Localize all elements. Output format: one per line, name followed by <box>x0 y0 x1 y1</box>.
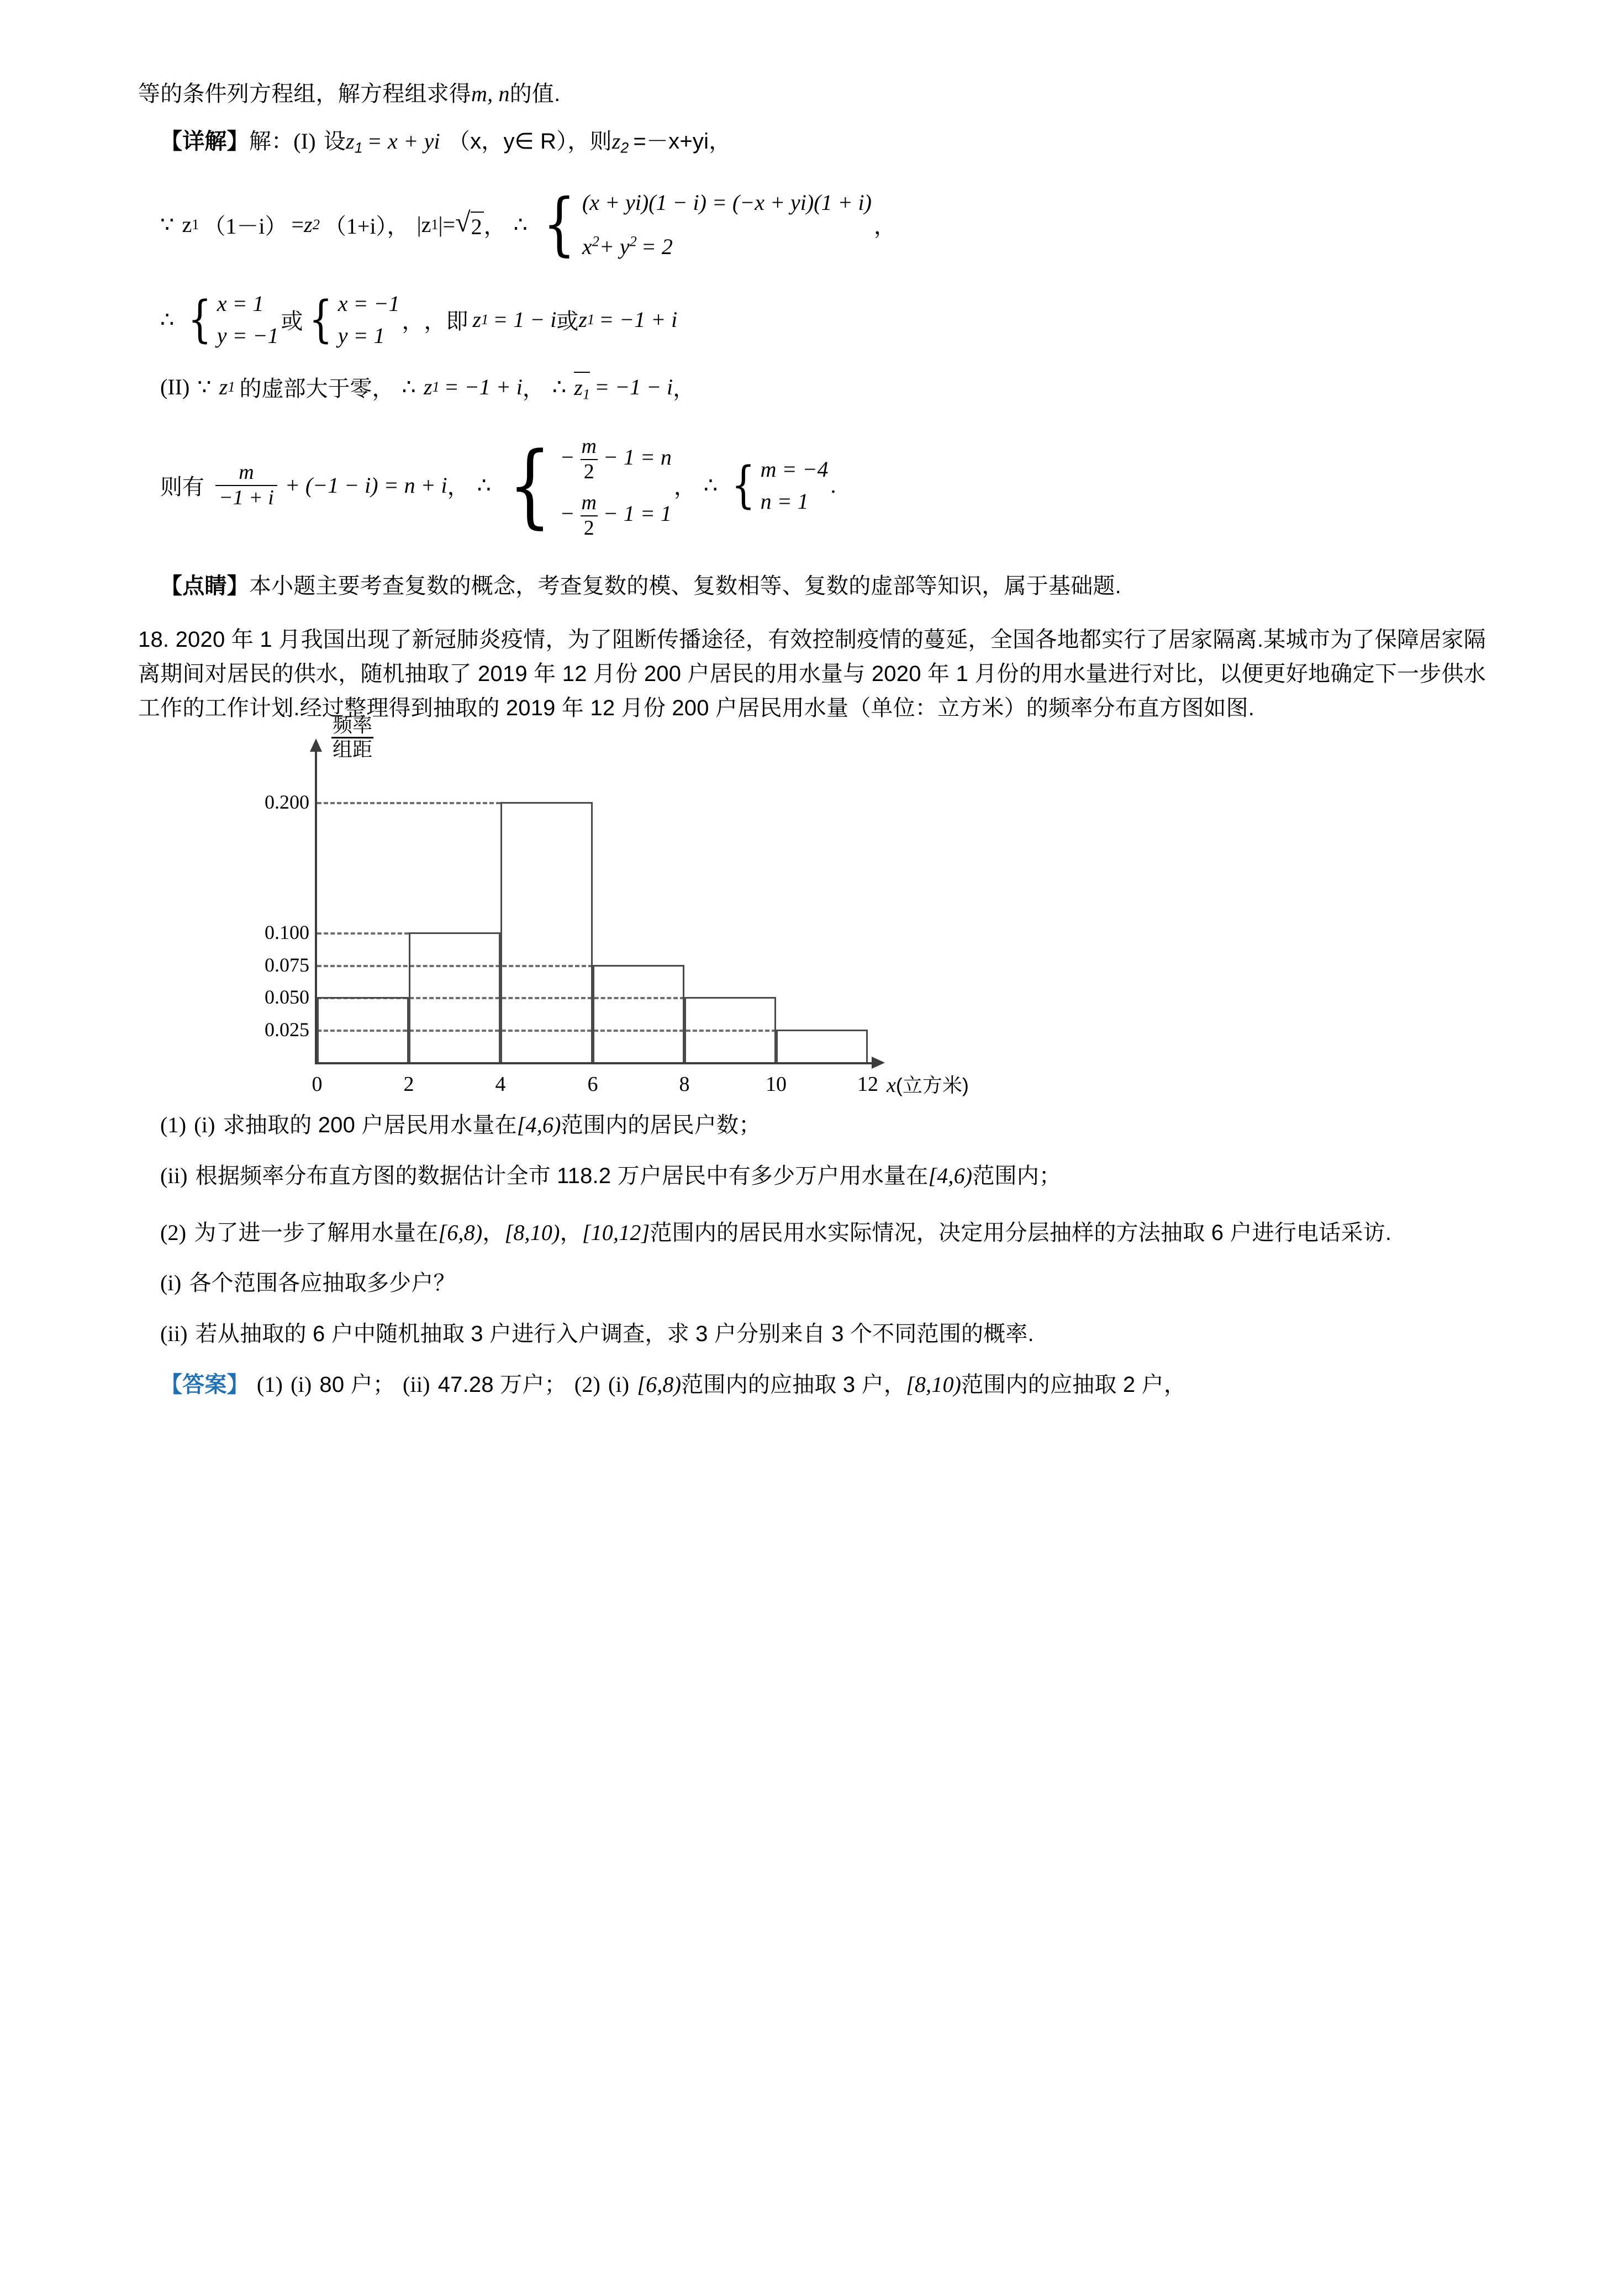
system-braces-2a <box>184 288 278 352</box>
answer-p1-i-value: 80 户； <box>319 1372 396 1397</box>
x-tick-0: 0 <box>312 1072 323 1096</box>
ji-text: ，即 <box>424 309 468 334</box>
because-symbol-1: ∵ <box>160 212 175 237</box>
z1-result-b: = −1 + i <box>599 307 678 333</box>
q3-label: (2) <box>160 1220 187 1245</box>
answer-interval-1: [6,8) <box>637 1371 682 1397</box>
x-tick-2: 2 <box>403 1072 414 1096</box>
problem-number: 18. <box>138 627 170 652</box>
answer-text-2: 范围内的应抽取 2 户， <box>961 1372 1187 1397</box>
q3ii-label: (ii) <box>160 1321 188 1346</box>
y-tick-0200: 0.200 <box>265 790 309 813</box>
therefore-symbol-2: ∴ <box>160 307 175 332</box>
q1-label: (1) <box>160 1112 187 1137</box>
x-tick-4: 4 <box>495 1072 506 1096</box>
system4-row1: m = −4 <box>760 456 829 482</box>
solution-tag: 【详解】 <box>160 129 249 154</box>
z1-value-p2: = −1 + i <box>444 374 523 400</box>
part1-label: (I) <box>293 129 316 154</box>
highlight-text: 本小题主要考查复数的概念，考查复数的模、复数相等、复数的虚部等知识，属于基础题. <box>249 573 1121 598</box>
comma-5: ， <box>673 377 695 402</box>
comma-2: ， <box>873 214 896 239</box>
final-mid-expression: + (−1 − i) = n + i <box>284 473 447 498</box>
part2-text: 的虚部大于零， <box>239 377 394 402</box>
therefore-symbol-5: ∴ <box>477 473 492 498</box>
therefore-symbol-6: ∴ <box>703 473 718 498</box>
answer-text-1: 范围内的应抽取 3 户， <box>681 1372 906 1397</box>
comma-7: ， <box>673 475 696 500</box>
q1-text-b: 范围内的居民户数； <box>561 1112 761 1137</box>
system2a-row1: x = 1 <box>217 291 264 316</box>
question-2-i <box>138 1272 1486 1294</box>
q3-text-b: 范围内的居民用水实际情况，决定用分层抽样的方法抽取 6 户进行电话采访. <box>650 1220 1392 1245</box>
question-2 <box>138 1216 1486 1250</box>
left-brace-icon: { <box>309 291 333 349</box>
z1-result-b-symbol: z <box>578 307 587 333</box>
bar-2-4 <box>409 932 500 1062</box>
histogram-chart <box>221 713 983 1097</box>
system2a-row2: y = −1 <box>217 323 279 348</box>
system2b-row2: y = 1 <box>338 323 385 348</box>
x-tick-8: 8 <box>679 1072 690 1096</box>
z1-result-a: = 1 − i <box>493 307 557 333</box>
y-tick-0075: 0.075 <box>265 953 309 976</box>
fraction-m-over-neg1plusi: $\frac{m}{-1 + i}$ <box>215 462 277 509</box>
bar-0-2 <box>317 997 409 1062</box>
x-axis-var: x <box>887 1073 896 1097</box>
intro-line <box>138 83 1486 105</box>
intro-text-b: 的值. <box>509 82 561 106</box>
comma-6: ， <box>447 475 470 500</box>
z1-conjugate-value: = −1 − i <box>594 374 673 400</box>
answer-tag: 【答案】 <box>160 1372 249 1397</box>
question-1-i <box>138 1114 1486 1136</box>
abs-z1-close: |= <box>438 212 456 238</box>
equals-1: = <box>291 212 304 238</box>
z2-value: =－x+yi， <box>633 129 731 154</box>
q3-interval-3: [10,12] <box>582 1220 650 1245</box>
left-brace-icon: { <box>731 456 756 515</box>
equation-system-line-2: ∴ { x = 1 y = −1 或 { x = −1 y = 1 ， ，即 z 1 = 1 − i 或 z 1 = −1 + i <box>138 288 1486 352</box>
or-text-2: 或 <box>556 309 579 334</box>
comma-4: ， <box>522 377 545 402</box>
q3-interval-2: [8,10) <box>504 1220 560 1245</box>
y-tick-0050: 0.050 <box>265 985 309 1008</box>
answer-p2-i-label: (i) <box>608 1371 630 1397</box>
y-axis-label-numerator: 频率 <box>333 713 373 736</box>
system-braces-2b <box>305 288 399 352</box>
part2-label: (II) <box>160 374 190 400</box>
final-equation-line <box>138 429 1486 542</box>
problem-body: 2020 年 1 月我国出现了新冠肺炎疫情，为了阻断传播途径，有效控制疫情的蔓延，全国各地都实行了居家隔离.某城市为了保障居家隔离期间对居民的供水，随机抽取了 2019 年 12 月份 200 户居民的用水量与 2020 年 1 月份的用水量进行对比，以便更好地确定下一步供水工作的工作计划.经过整理得到抽取的 2019 年 12 月份 200 户居民用水量（单位：立方米）的频率分布直方图如图. <box>138 627 1486 720</box>
answer-p1-label: (1) <box>256 1371 283 1397</box>
q1-interval: [4,6) <box>516 1112 561 1137</box>
z2-symbol: z <box>611 129 621 154</box>
q3-text-a: 为了进一步了解用水量在 <box>194 1220 439 1245</box>
bar-6-8 <box>593 965 684 1062</box>
part2-line: (II) ∵ z 1 的虚部大于零， ∴ z 1 = −1 + i ， ∴ $z_1$ = −1 − i ， <box>138 371 1486 404</box>
x-axis <box>315 1062 873 1064</box>
factor-1-plus-i: （1+i）， <box>324 214 409 239</box>
system3-row1: − $\frac{m}{2}$ − 1 = n <box>560 434 672 483</box>
therefore-symbol-3: ∴ <box>402 374 416 399</box>
y-tick-0100: 0.100 <box>265 921 309 943</box>
z2-label-a: z <box>304 212 313 238</box>
therefore-symbol-4: ∴ <box>552 374 567 399</box>
final-lead-text: 则有 <box>160 475 204 500</box>
system1-row2: $x^2+ y^2 = 2$ <box>582 233 673 259</box>
q2-sub-label: (ii) <box>160 1163 188 1188</box>
comma-1: ， <box>483 214 506 239</box>
x-tick-10: 10 <box>766 1072 787 1096</box>
x-axis-unit: (立方米) <box>895 1073 969 1096</box>
question-2-ii <box>138 1323 1486 1345</box>
answer-p1-ii-label: (ii) <box>403 1371 430 1397</box>
gridline-0100 <box>317 932 409 935</box>
system3-row2: − $\frac{m}{2}$ − 1 = 1 <box>560 490 672 540</box>
left-brace-icon: { <box>508 432 552 539</box>
gridline-0200 <box>317 802 500 804</box>
x-tick-12: 12 <box>857 1072 878 1096</box>
sqrt-2: √ 2 <box>455 210 483 240</box>
q3i-label: (i) <box>160 1270 182 1295</box>
left-brace-icon: { <box>188 291 212 349</box>
y-tick-0025: 0.025 <box>265 1018 309 1041</box>
z2-subscript: 2 <box>620 139 629 156</box>
therefore-symbol-1: ∴ <box>513 212 528 237</box>
bar-4-6 <box>500 802 593 1062</box>
answer-p2-label: (2) <box>574 1371 600 1397</box>
factor-1-minus-i: （1－i） <box>203 214 287 239</box>
solution-lead: 解： <box>249 129 294 154</box>
part1-text: 设 <box>323 129 346 154</box>
comma-3: ， <box>402 309 424 334</box>
intro-text-a: 等的条件列方程组，解方程组求得 <box>138 82 471 106</box>
bar-10-12 <box>776 1030 868 1062</box>
y-axis-label <box>331 715 373 759</box>
left-brace-icon: { <box>542 184 576 265</box>
equation-system-line-1: ∵ z 1 （1－i） = z 2 （1+i）， |z 1 |= √ 2 ， ∴ { (x + yi)(1 − i) = (−x + yi)(1 + i) $x^2+ y^2 = 2$ ， <box>138 181 1486 269</box>
q2-text-b: 范围内； <box>972 1163 1062 1188</box>
or-text-1: 或 <box>281 309 303 334</box>
z1-result-a-symbol: z <box>472 307 482 333</box>
q3-sep-1: ， <box>482 1220 505 1245</box>
because-symbol-2: ∵ <box>197 374 212 399</box>
q2-text-a: 根据频率分布直方图的数据估计全市 118.2 万户居民中有多少万户用水量在 <box>195 1163 929 1188</box>
abs-z1-open: |z <box>416 212 431 238</box>
y-axis-label-denominator: 组距 <box>333 737 373 761</box>
answer-line <box>138 1371 1486 1397</box>
z1-label-a: z <box>182 212 192 238</box>
system-braces-3 <box>501 429 672 542</box>
q3i-text: 各个范围各应抽取多少户？ <box>189 1270 456 1295</box>
system-braces-1 <box>537 181 872 269</box>
solution-lead-line <box>138 130 1486 155</box>
highlight-line <box>138 575 1486 597</box>
xy-real-text: （x，y∈ R），则 <box>447 129 612 154</box>
q2-interval: [4,6) <box>928 1163 973 1188</box>
answer-p1-i-label: (i) <box>291 1371 312 1397</box>
z1-subscript: 1 <box>354 139 363 156</box>
q3-interval-1: [6,8) <box>438 1220 483 1245</box>
bar-8-10 <box>684 997 776 1062</box>
x-axis-label <box>887 1070 969 1098</box>
system-braces-4 <box>727 453 828 518</box>
question-1-ii <box>138 1165 1486 1187</box>
system1-row1: (x + yi)(1 − i) = (−x + yi)(1 + i) <box>582 189 872 215</box>
x-tick-6: 6 <box>587 1072 598 1096</box>
highlight-tag: 【点睛】 <box>160 573 249 598</box>
z1-value: = x + yi <box>367 129 440 154</box>
answer-interval-2: [8,10) <box>906 1371 962 1397</box>
answer-p1-ii-value: 47.28 万户； <box>437 1372 567 1397</box>
q1-text-a: 求抽取的 200 户居民用水量在 <box>223 1112 517 1137</box>
problem-18-paragraph <box>138 622 1486 725</box>
y-tick-labels <box>221 738 309 1064</box>
z1-symbol-p2b: z <box>423 374 433 400</box>
q3ii-text: 若从抽取的 6 户中随机抽取 3 户进行入户调查，求 3 户分别来自 3 个不同范围的概率. <box>195 1321 1034 1346</box>
system4-row2: n = 1 <box>760 488 809 514</box>
system2b-row1: x = −1 <box>338 291 400 316</box>
intro-math-mn: m, n <box>471 81 510 106</box>
frequency-histogram-figure <box>138 713 1486 1097</box>
q3-sep-2: ， <box>560 1220 582 1245</box>
q1-sub-label: (i) <box>194 1112 215 1137</box>
z1-symbol-p2: z <box>219 374 228 400</box>
final-period: . <box>830 473 836 498</box>
z1-symbol: z <box>345 129 355 154</box>
z1-conjugate: $z_1$ <box>574 372 590 403</box>
